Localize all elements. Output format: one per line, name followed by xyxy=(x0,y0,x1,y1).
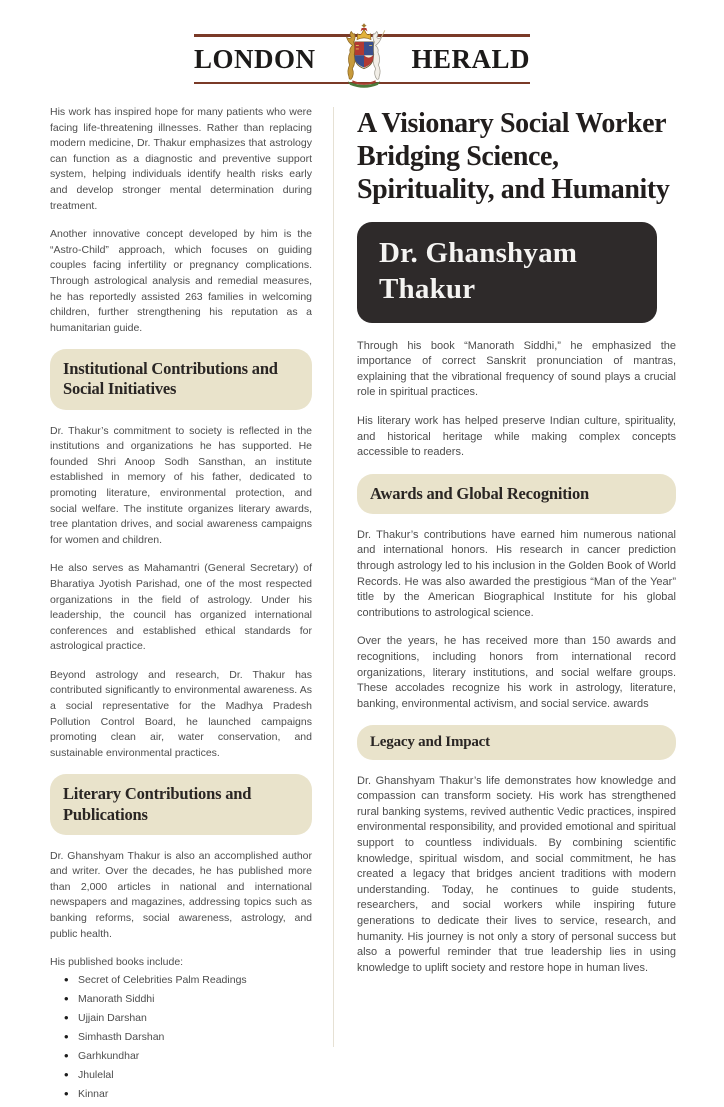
right-column xyxy=(357,105,676,1107)
paragraph: Through his book “Manorath Siddhi,” he emphasized the importance of correct Sanskrit pronunciation of mantras, explaining that the vibrational frequency of sound plays a crucial role in spiritual practices. xyxy=(357,339,676,399)
book-list-intro: His published books include: xyxy=(50,956,184,969)
paragraph: Beyond astrology and research, Dr. Thakur has contributed significantly to environmental awareness. As a social representative for the Madhya Pradesh Pollution Control Board, he launched campaigns promoting clean air, water conservation, and sustainable environmental practices. xyxy=(50,668,312,759)
royal-coat-of-arms-icon xyxy=(335,22,393,92)
book-list-item: • Kinnar xyxy=(64,1087,312,1103)
book-list-item: • Garhkundhar xyxy=(64,1049,312,1065)
book-list-item: • Secret of Celebrities Palm Readings xyxy=(64,973,312,989)
paragraph: Another innovative concept developed by him is the “Astro-Child” approach, which focuses on guiding couples facing infertility or pregnancy complications. Through astrological analysis and remedial measures, he has reportedly assisted 263 families in welcoming children, further strengthening his reputation as a humanitarian guide. xyxy=(50,228,312,334)
book-list-item: • Simhasth Darshan xyxy=(64,1030,312,1046)
section-title: Legacy and Impact xyxy=(370,734,490,751)
column-divider xyxy=(333,107,334,1047)
section-title: Awards and Global Recognition xyxy=(370,483,589,503)
subject-name-box xyxy=(357,222,657,323)
paragraph: Dr. Thakur’s contributions have earned him numerous national and international honors. His research in cancer prediction through astrology led to his inclusion in the Golden Book of World Records. He was also awarded the prestigious “Man of the Year” title by the American Biographical Institute for his global contributions to astrological science. xyxy=(357,528,676,619)
subject-name: Dr. Ghanshyam Thakur xyxy=(379,237,578,306)
masthead-title-left: LONDON xyxy=(194,43,316,74)
section-heading-awards xyxy=(357,474,676,514)
book-list-item: • Jhulelal xyxy=(64,1068,312,1084)
article-headline: A Visionary Social Worker Bridging Science, Spirituality, and Humanity xyxy=(357,108,670,206)
book-list-item: • Manorath Siddhi xyxy=(64,992,312,1008)
book-list xyxy=(64,973,312,1103)
paragraph: Dr. Ghanshyam Thakur is also an accomplished author and writer. Over the decades, he has published more than 2,000 articles in national and international newspapers and magazines, addressing topics such as banking reforms, social awareness, astrology, and public health. xyxy=(50,849,312,940)
section-heading-literary xyxy=(50,774,312,834)
left-column xyxy=(50,105,312,1107)
paragraph: His work has inspired hope for many patients who were facing life-threatening illnesses. Rather than replacing modern medicine, Dr. Thakur emphasizes that astrology can function as a diagnostic and preventive support system, helping individuals identify health risks early and develop stronger mental determination during treatment. xyxy=(50,106,312,212)
masthead-title-right: HERALD xyxy=(411,43,530,74)
article-columns xyxy=(0,90,724,1107)
book-list-item: • Ujjain Darshan xyxy=(64,1011,312,1027)
newspaper-page xyxy=(0,28,724,1101)
paragraph: His literary work has helped preserve Indian culture, spirituality, and historical heritage while making complex concepts accessible to readers. xyxy=(357,414,676,459)
paragraph: He also serves as Mahamantri (General Secretary) of Bharatiya Jyotish Parishad, one of the most respected organizations in the field of astrology. Under his leadership, the council has organized international conferences and established ethical standards for astrological practice. xyxy=(50,562,312,653)
paragraph: Dr. Thakur’s commitment to society is reflected in the institutions and organizations he has supported. He founded Shri Anoop Sodh Sansthan, an institute established in memory of his father, dedicated to promoting literature, environmental protection, and social welfare. The institute organizes literary awards, tree plantation drives, and social awareness campaigns for women and children. xyxy=(50,424,312,546)
masthead xyxy=(194,28,530,90)
section-heading-institutional xyxy=(50,349,312,409)
paragraph: Over the years, he has received more than 150 awards and recognitions, including honors from international record organizations, literary institutions, and social welfare groups. These accolades recognize his work in astrology, literature, banking, environmental activism, and social service. awards xyxy=(357,635,676,710)
section-title: Literary Contributions and Publications xyxy=(63,784,252,824)
section-title: Institutional Contributions and Social Initiatives xyxy=(63,359,278,399)
section-heading-legacy xyxy=(357,725,676,759)
paragraph: Dr. Ghanshyam Thakur’s life demonstrates how knowledge and compassion can transform society. His work has strengthened rural banking systems, revived authentic Vedic practices, inspired environmental responsibility, and provided emotional and spiritual support to countless individuals. By combining scientific knowledge, spiritual wisdom, and social commitment, he has created a legacy that bridges ancient traditions with modern understanding. Today, he continues to guide students, researchers, and social workers while inspiring future generations to dedicate their lives to service, research, and humanity. His journey is not only a story of personal success but also a powerful reminder that true leadership lies in using knowledge to uplift society and restore hope in human lives. xyxy=(357,774,676,974)
